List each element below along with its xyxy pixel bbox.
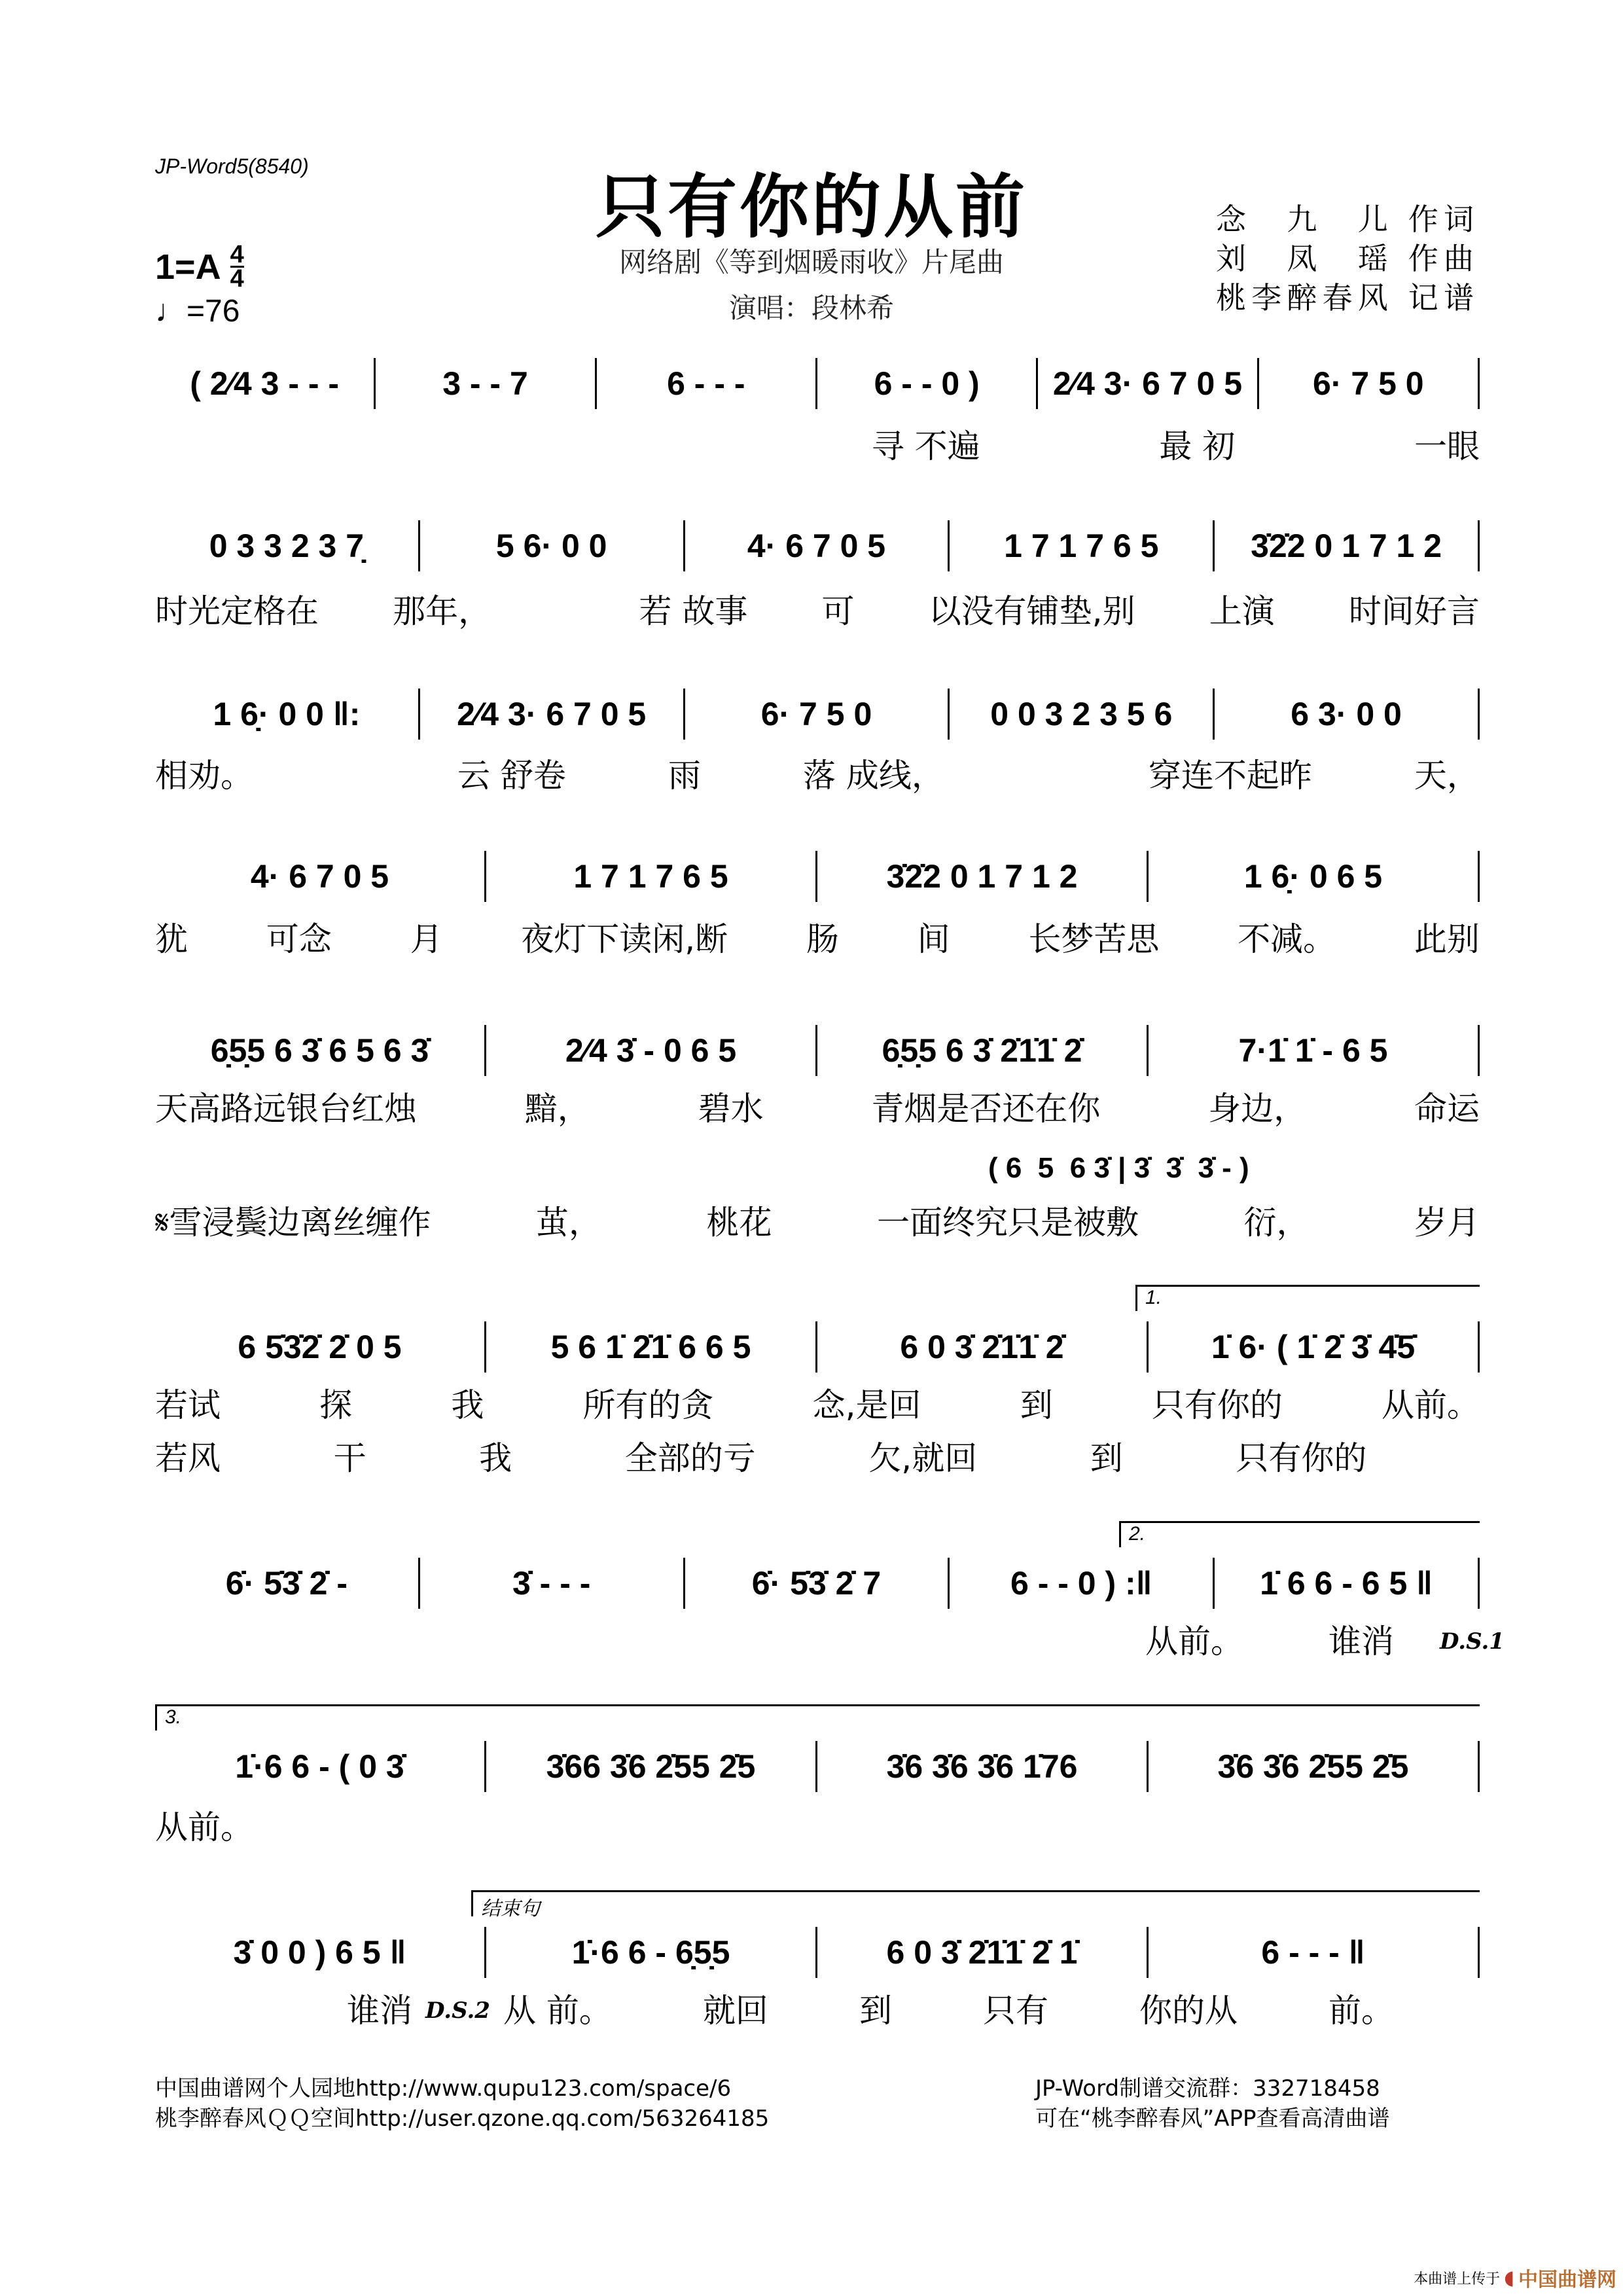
staff-system xyxy=(155,520,1480,572)
lyrics-line xyxy=(155,749,1480,797)
tempo: ♩=76 xyxy=(155,294,240,329)
volta-bracket: 2. xyxy=(1119,1521,1480,1547)
measure: 6 - - 0 ) xyxy=(874,365,980,402)
volta-bracket: 1. xyxy=(1135,1285,1480,1311)
lyric-phrase: 只有你的 xyxy=(1151,1386,1283,1424)
staff-system xyxy=(155,357,1480,410)
lyric-phrase: 从 前。 xyxy=(503,1992,612,2030)
lyrics-line xyxy=(1145,1615,1394,1662)
measure: 6· 7 5 0 xyxy=(1313,365,1424,402)
lyric-phrase: 茧， xyxy=(536,1204,601,1242)
lyric-phrase: 上演 xyxy=(1209,592,1275,630)
lyric-phrase: 欠,就回 xyxy=(868,1439,978,1477)
measure: 6̣5̣5 6 3̇ 6 5 6 3̇ xyxy=(210,1032,429,1069)
lyric-phrase: 到 xyxy=(1090,1439,1123,1477)
lyric-phrase: 你的从 xyxy=(1139,1992,1238,2030)
measure: 0 3 3 2 3 7̣ xyxy=(209,528,365,564)
lyric-phrase: 可 xyxy=(821,592,855,630)
measure: 0 0 3 2 3 5 6 xyxy=(990,696,1173,732)
lyric-phrase: 全部的亏 xyxy=(624,1439,756,1477)
bar-line xyxy=(1478,358,1480,409)
lyrics-line xyxy=(155,420,1480,467)
volta-bracket: 结束句 xyxy=(471,1890,1480,1916)
lyric-phrase: 从前。 xyxy=(1145,1623,1243,1660)
measure: 5 6· 0 0 xyxy=(495,528,607,564)
lyric-phrase: 岁月 xyxy=(1414,1204,1480,1242)
lyric-phrase: 𝄋雪浸鬓边离丝缠作 xyxy=(155,1204,431,1242)
measure: ( 2⁄4 3 - - - xyxy=(190,365,340,402)
key: 1=A xyxy=(155,247,221,287)
staff-system xyxy=(155,1740,1480,1793)
lyric-phrase: 干 xyxy=(333,1439,366,1477)
dal-segno-mark: D.S.1 xyxy=(1440,1628,1505,1655)
measure: 3̇2̇2 0 1 7 1 2 xyxy=(886,858,1078,895)
lyric-phrase: 从前。 xyxy=(1382,1386,1480,1424)
lyric-phrase: 可念 xyxy=(266,920,332,958)
lyric-phrase: 肠 xyxy=(806,920,839,958)
credits xyxy=(1216,200,1478,317)
lyrics-line xyxy=(155,1083,1480,1130)
upload-note: 本曲谱上传于 xyxy=(1414,2270,1501,2287)
site-logo xyxy=(1414,2263,1616,2292)
song-title: 只有你的从前 xyxy=(596,166,1027,247)
lyric-phrase: 天， xyxy=(1414,757,1480,795)
staff-system xyxy=(155,688,1480,740)
measure: 6̇· 5̇3̇ 2̇ - xyxy=(225,1565,348,1602)
lyric-phrase: 犹 xyxy=(155,920,188,958)
transcriber: 桃李醉春风 记谱 xyxy=(1216,280,1478,315)
bar-line xyxy=(1478,1025,1480,1076)
footer-app-note: 可在“桃李醉春风”APP查看高清曲谱 xyxy=(1035,2106,1390,2132)
lyric-phrase: 我 xyxy=(479,1439,512,1477)
lyric-phrase: 相劝。 xyxy=(155,757,253,795)
measure: 6 - - - xyxy=(667,365,745,402)
measure: 6̣5̣5 6 3̇ 2̇1̇1̇ 2̇ xyxy=(882,1032,1082,1069)
lyric-phrase: 命运 xyxy=(1414,1090,1480,1128)
measure: 6· 7 5 0 xyxy=(760,696,872,732)
measure: 3̇6 3̇6 3̇6 1̇76 xyxy=(886,1748,1078,1785)
lyrics-line xyxy=(155,1801,286,1848)
lyric-phrase: 若风 xyxy=(155,1439,221,1477)
bar-line xyxy=(1478,1741,1480,1792)
measure: 6 0 3̇ 2̇1̇1̇ 2̇ xyxy=(900,1329,1064,1365)
lyric-phrase: 时间好言 xyxy=(1348,592,1480,630)
lyric-phrase: 最 初 xyxy=(1159,427,1236,465)
lyric-phrase: 到 xyxy=(859,1992,892,2030)
lyric-phrase: 一面终究只是被敷 xyxy=(877,1204,1139,1242)
lyric-phrase: 夜灯下读闲,断 xyxy=(521,920,728,958)
bar-line xyxy=(1478,520,1480,571)
lyric-phrase: 若试 xyxy=(155,1386,221,1424)
lyrics-line xyxy=(155,585,1480,632)
staff-system xyxy=(155,1321,1480,1373)
lyric-phrase: 云 舒卷 xyxy=(457,757,566,795)
lyric-phrase: 长梦苦思 xyxy=(1028,920,1160,958)
lyric-phrase: 天高路远银台红烛 xyxy=(155,1090,417,1128)
lyric-phrase: 从前。 xyxy=(155,1808,253,1846)
lyric-phrase: 那年， xyxy=(393,592,491,630)
lyric-phrase: 只有你的 xyxy=(1236,1439,1367,1477)
measure: 2⁄4 3̇ - 0 6 5 xyxy=(565,1032,737,1069)
lyric-phrase: 就回 xyxy=(702,1992,768,2030)
measure: 3̇6 3̇6 2̇55 2̇5 xyxy=(1217,1748,1409,1785)
composer: 刘 凤 瑶 作曲 xyxy=(1216,241,1478,276)
lyric-phrase: 桃花 xyxy=(706,1204,772,1242)
lyric-phrase: 间 xyxy=(917,920,950,958)
lyric-phrase: 此别 xyxy=(1414,920,1480,958)
lyric-phrase: 身边， xyxy=(1208,1090,1307,1128)
measure: 1 6̣· 0 0 ‖: xyxy=(213,696,361,732)
logo-text: 中国曲谱网 xyxy=(1518,2269,1616,2291)
footer-link-qzone: 桃李醉春风ＱＱ空间http://user.qzone.qq.com/563264185 xyxy=(155,2106,770,2132)
lyric-phrase: 以没有铺垫,别 xyxy=(928,592,1135,630)
lyric-phrase: 一眼 xyxy=(1414,427,1480,465)
measure: 1 7 1 7 6 5 xyxy=(573,858,728,895)
bar-line xyxy=(1478,1321,1480,1372)
logo-mark-icon: ◖ xyxy=(1504,2266,1514,2289)
lyricist: 念 九 儿 作词 xyxy=(1216,202,1478,237)
lyric-phrase: 探 xyxy=(319,1386,353,1424)
bar-line xyxy=(1478,689,1480,740)
measure: 1̇ 6· ( 1̇ 2̇ 3̇ 4̇5̇ xyxy=(1211,1329,1416,1365)
measure: 3 - - 7 xyxy=(442,365,528,402)
lyrics-line xyxy=(155,913,1480,960)
measure: 6 - - 0 ) :‖ xyxy=(1010,1565,1152,1602)
measure: 5 6 1̇ 2̇1̇ 6 6 5 xyxy=(550,1329,751,1365)
measure: 2⁄4 3· 6 7 0 5 xyxy=(457,696,647,732)
lyric-phrase: 落 成线， xyxy=(802,757,944,795)
time-signature xyxy=(230,241,244,293)
singer: 演唱：段林希 xyxy=(728,292,894,324)
bar-line xyxy=(1478,1558,1480,1609)
lyrics-line xyxy=(155,1432,1480,1479)
lyric-phrase: 月 xyxy=(410,920,443,958)
measure: 6 - - - ‖ xyxy=(1261,1934,1365,1971)
time-top: 4 xyxy=(230,241,244,268)
measure: 7·1̇ 1̇ - 6 5 xyxy=(1238,1032,1388,1069)
footer-link-qupu: 中国曲谱网个人园地http://www.qupu123.com/space/6 xyxy=(155,2075,732,2102)
measure: 6 5̇3̇2̇ 2̇ 0 5 xyxy=(238,1329,402,1365)
lyric-phrase: 时光定格在 xyxy=(155,592,319,630)
staff-system xyxy=(155,1024,1480,1077)
bar-line xyxy=(1478,851,1480,902)
measure: 3̇ - - - xyxy=(512,1565,591,1602)
lyric-phrase: 雨 xyxy=(668,757,701,795)
lyric-phrase: 寻 不遍 xyxy=(871,427,980,465)
measure: 1 6̣· 0 6 5 xyxy=(1243,858,1383,895)
lyric-phrase: 我 xyxy=(451,1386,484,1424)
measure: 2⁄4 3· 6 7 0 5 xyxy=(1052,365,1243,402)
time-bottom: 4 xyxy=(230,265,244,293)
measure: 4· 6 7 0 5 xyxy=(250,858,389,895)
lyric-phrase: 穿连不起昨 xyxy=(1148,757,1312,795)
staff-system xyxy=(155,850,1480,903)
measure: 1̇·6 6 - 6̣5̣5 xyxy=(571,1934,730,1971)
lyrics-line xyxy=(155,1379,1480,1426)
lyric-phrase: 不减。 xyxy=(1238,920,1336,958)
key-signature xyxy=(155,241,244,293)
lyric-phrase: 衍， xyxy=(1243,1204,1310,1242)
measure: 3̇2̇2 0 1 7 1 2 xyxy=(1251,528,1442,564)
footer-left xyxy=(155,2073,769,2134)
lyrics-line xyxy=(155,1196,1480,1244)
measure: 1̇·6 6 - ( 0 3̇ xyxy=(235,1748,404,1785)
lyric-phrase: 所有的贪 xyxy=(582,1386,714,1424)
song-subtitle: 网络剧《等到烟暖雨收》片尾曲 xyxy=(618,246,1004,278)
lyric-phrase: 碧水 xyxy=(698,1090,764,1128)
footer-right xyxy=(1035,2073,1390,2134)
lyric-phrase: 谁消 xyxy=(347,1992,412,2030)
measure: 4· 6 7 0 5 xyxy=(747,528,886,564)
volta-bracket: 3. xyxy=(155,1704,1480,1731)
lyric-phrase: 谁消 xyxy=(1329,1623,1394,1660)
lyrics-line xyxy=(347,1984,1394,2032)
dal-segno-mark: D.S.2 xyxy=(425,1998,490,2024)
measure: 6 3· 0 0 xyxy=(1291,696,1402,732)
lyric-phrase: 只有 xyxy=(982,1992,1048,2030)
measure: 6̇· 5̇3̇ 2̇ 7 xyxy=(751,1565,882,1602)
staff-system xyxy=(155,1926,1480,1979)
lyric-phrase: 到 xyxy=(1020,1386,1053,1424)
footer-group: JP-Word制谱交流群：332718458 xyxy=(1035,2075,1380,2102)
staff-system xyxy=(155,1557,1480,1609)
bar-line xyxy=(1478,1927,1480,1978)
lyric-phrase: 前。 xyxy=(1329,1992,1394,2030)
lyric-phrase: 黯， xyxy=(524,1090,590,1128)
lyric-phrase: 念,是回 xyxy=(812,1386,921,1424)
measure: 6 0 3̇ 2̇1̇1̇ 2̇ 1̇ xyxy=(886,1934,1078,1971)
lyric-phrase: 若 故事 xyxy=(639,592,748,630)
interlude-notes: ( 6 5 6 3̇ | 3̇ 3̇ 3̇ - ) xyxy=(988,1152,1249,1184)
measure: 3̇66 3̇6 2̇55 2̇5 xyxy=(546,1748,756,1785)
lyric-phrase: 青烟是否还在你 xyxy=(871,1090,1101,1128)
measure: 1 7 1 7 6 5 xyxy=(1004,528,1159,564)
software-version: JP-Word5(8540) xyxy=(155,154,309,178)
measure: 1̇ 6 6 - 6 5 ‖ xyxy=(1260,1565,1433,1602)
measure: 3̇ 0 0 ) 6 5 ‖ xyxy=(233,1934,406,1971)
